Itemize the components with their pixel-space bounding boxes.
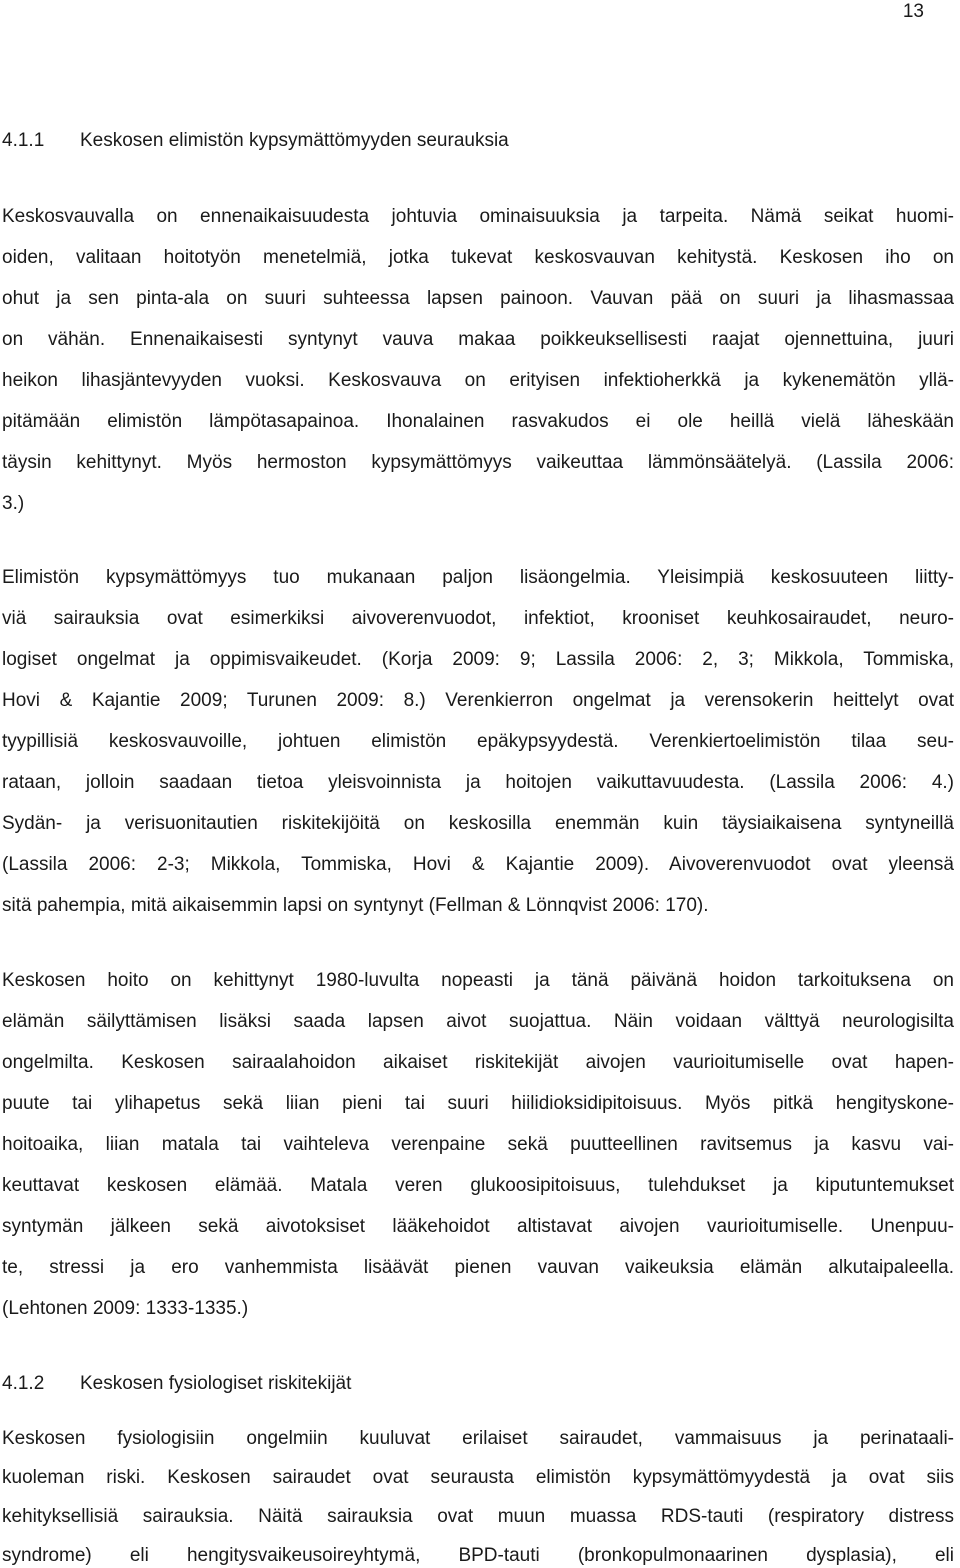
body-line: pitämään elimistön lämpötasapainoa. Ihonalainen rasvakudos ei ole heillä vielä läheskään [2,411,954,432]
section-title: Keskosen elimistön kypsymättömyyden seurauksia [80,130,509,151]
body-line: elämän säilyttämisen lisäksi saada lapsen aivot suojattua. Näin voidaan välttyä neurologisilta [2,1011,954,1032]
body-line: te, stressi ja ero vanhemmista lisäävät pienen vauvan vaikeuksia elämän alkutaipaleella. [2,1257,954,1278]
section-title: Keskosen fysiologiset riskitekijät [80,1373,352,1394]
body-line: hoitoaika, liian matala tai vaihteleva verenpaine sekä puutteellinen ravitsemus ja kasvu vai- [2,1134,954,1155]
body-line: puute tai ylihapetus sekä liian pieni tai suuri hiilidioksidipitoisuus. Myös pitkä hengityskone- [2,1093,954,1114]
body-line: (Lehtonen 2009: 1333-1335.) [2,1298,249,1319]
body-line: logiset ongelmat ja oppimisvaikeudet. (Korja 2009: 9; Lassila 2006: 2, 3; Mikkola, Tommiska, [2,649,954,670]
body-line: kuoleman riski. Keskosen sairaudet ovat seurausta elimistön kypsymättömyydestä ja ovat siis [2,1467,954,1488]
section-heading-4-1-2 [2,1372,351,1396]
body-line: syndrome) eli hengitysvaikeusoireyhtymä, BPD-tauti (bronkopulmonaarinen dysplasia), eli [2,1545,954,1566]
body-line: Hovi & Kajantie 2009; Turunen 2009: 8.) Verenkierron ongelmat ja verensokerin heittelyt ovat [2,690,954,711]
body-line: kehityksellisiä sairauksia. Näitä sairauksia ovat muun muassa RDS-tauti (respiratory distress [2,1506,954,1527]
body-line: (Lassila 2006: 2-3; Mikkola, Tommiska, Hovi & Kajantie 2009). Aivoverenvuodot ovat yleensä [2,854,954,875]
body-line: tyypillisiä keskosvauvoille, johtuen elimistön epäkypsyydestä. Verenkiertoelimistön tilaa seu- [2,731,954,752]
body-line: heikon lihasjäntevyyden vuoksi. Keskosvauva on erityisen infektioherkkä ja kykenemätön yllä- [2,370,954,391]
body-line: Keskosen fysiologisiin ongelmiin kuuluvat erilaiset sairaudet, vammaisuus ja perinataali- [2,1428,954,1449]
page-number: 13 [902,1,924,22]
body-line: viä sairauksia ovat esimerkiksi aivoverenvuodot, infektiot, krooniset keuhkosairaudet, neuro- [2,608,954,629]
body-line: sitä pahempia, mitä aikaisemmin lapsi on syntynyt (Fellman & Lönnqvist 2006: 170). [2,895,709,916]
section-heading-4-1-1 [2,129,509,153]
body-line: on vähän. Ennenaikaisesti syntynyt vauva makaa poikkeuksellisesti raajat ojennettuina, juuri [2,329,954,350]
body-line: Keskosvauvalla on ennenaikaisuudesta johtuvia ominaisuuksia ja tarpeita. Nämä seikat huomi- [2,206,954,227]
body-line: syntymän jälkeen sekä aivotoksiset lääkehoidot altistavat aivojen vaurioitumiselle. Unenpuu- [2,1216,954,1237]
body-line: oiden, valitaan hoitotyön menetelmiä, jotka tukevat keskosvauvan kehitystä. Keskosen iho on [2,247,954,268]
section-number: 4.1.1 [2,130,45,151]
body-line: keuttavat keskosen elämää. Matala veren glukoosipitoisuus, tulehdukset ja kiputuntemukset [2,1175,954,1196]
body-line: 3.) [2,493,25,514]
body-line: täysin kehittynyt. Myös hermoston kypsymättömyys vaikeuttaa lämmönsäätelyä. (Lassila 2006: [2,452,954,473]
body-line: ohut ja sen pinta-ala on suuri suhteessa lapsen painoon. Vauvan pää on suuri ja lihasmassaa [2,288,954,309]
section-number: 4.1.2 [2,1373,45,1394]
body-line: Elimistön kypsymättömyys tuo mukanaan paljon lisäongelmia. Yleisimpiä keskosuuteen liitty- [2,567,954,588]
body-line: Sydän- ja verisuonitautien riskitekijöitä on keskosilla enemmän kuin täysiaikaisena syntyneillä [2,813,954,834]
body-line: Keskosen hoito on kehittynyt 1980-luvulta nopeasti ja tänä päivänä hoidon tarkoituksena on [2,970,954,991]
body-line: ongelmilta. Keskosen sairaalahoidon aikaiset riskitekijät aivojen vaurioitumiselle ovat hapen- [2,1052,954,1073]
body-line: rataan, jolloin saadaan tietoa yleisvoinnista ja hoitojen vaikuttavuudesta. (Lassila 2006: 4.) [2,772,954,793]
